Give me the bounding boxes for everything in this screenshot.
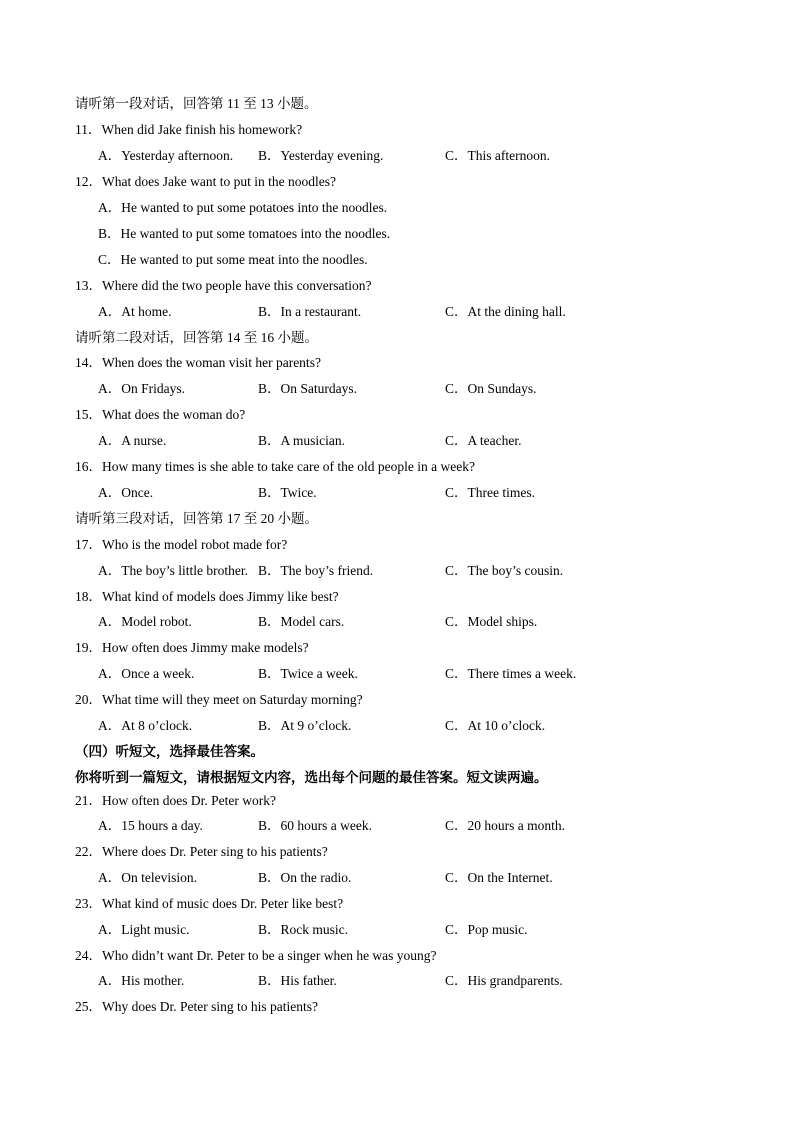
option-a: A．At 8 o’clock. [98,718,193,733]
section-2-intro: 请听第二段对话，回答第 14 至 16 小题。 [75,330,318,345]
option-c: C．On the Internet. [445,870,553,885]
option-b: B．His father. [258,973,337,988]
option-b: B．Yesterday evening. [258,148,384,163]
option-b: B．The boy’s friend. [258,563,374,578]
question-22: 22．Where does Dr. Peter sing to his patients? [75,844,328,859]
option-a: A．Once a week. [98,666,195,681]
question-24: 24．Who didn’t want Dr. Peter to be a singer when he was young? [75,948,437,963]
question-21: 21．How often does Dr. Peter work? [75,793,276,808]
option-a: A．Model robot. [98,614,192,629]
question-24-options [0,971,800,991]
option-b: B．In a restaurant. [258,304,362,319]
option-c: C．At 10 o’clock. [445,718,546,733]
option-c: C．There times a week. [445,666,577,681]
question-12: 12．What does Jake want to put in the noodles? [75,174,336,189]
question-14: 14．When does the woman visit her parents? [75,355,321,370]
option-a: A．A nurse. [98,433,167,448]
question-19: 19．How often does Jimmy make models? [75,640,309,655]
option-c: C．Pop music. [445,922,528,937]
option-b: B．Twice a week. [258,666,358,681]
question-18-options [0,612,800,632]
option-c: C．Model ships. [445,614,538,629]
option-b: B．A musician. [258,433,345,448]
option-c: C．Three times. [445,485,535,500]
option-c: C．He wanted to put some meat into the noodles. [98,252,368,267]
question-20-options [0,716,800,736]
option-c: C．On Sundays. [445,381,537,396]
question-21-options [0,816,800,836]
option-b: B．Rock music. [258,922,348,937]
question-20: 20．What time will they meet on Saturday morning? [75,692,363,707]
question-15: 15．What does the woman do? [75,407,246,422]
part-4-title: （四）听短文，选择最佳答案。 [75,744,264,759]
option-b: B．At 9 o’clock. [258,718,352,733]
question-17: 17．Who is the model robot made for? [75,537,288,552]
question-25: 25．Why does Dr. Peter sing to his patients? [75,999,318,1014]
option-b: B．On the radio. [258,870,352,885]
option-c: C．This afternoon. [445,148,550,163]
option-b: B．On Saturdays. [258,381,357,396]
option-a: A．On Fridays. [98,381,185,396]
option-a: A．Yesterday afternoon. [98,148,234,163]
question-18: 18．What kind of models does Jimmy like best? [75,589,339,604]
part-4-instructions: 你将听到一篇短文，请根据短文内容，选出每个问题的最佳答案。短文读两遍。 [75,770,548,785]
question-22-options [0,868,800,888]
question-23: 23．What kind of music does Dr. Peter like best? [75,896,344,911]
option-a: A．He wanted to put some potatoes into the noodles. [98,200,388,215]
option-a: A．Once. [98,485,154,500]
option-c: C．The boy’s cousin. [445,563,564,578]
question-14-options [0,379,800,399]
option-b: B．Twice. [258,485,317,500]
option-a: A．Light music. [98,922,190,937]
section-1-intro: 请听第一段对话，回答第 11 至 13 小题。 [75,96,318,111]
question-15-options [0,431,800,451]
option-b: B．He wanted to put some tomatoes into the noodles. [98,226,391,241]
question-17-options [0,561,800,581]
question-13-options [0,302,800,322]
option-a: A．At home. [98,304,172,319]
option-c: C．His grandparents. [445,973,563,988]
option-c: C．A teacher. [445,433,522,448]
question-16-options [0,483,800,503]
question-11-options [0,146,800,166]
question-13: 13．Where did the two people have this conversation? [75,278,372,293]
option-a: A．On television. [98,870,197,885]
option-c: C．20 hours a month. [445,818,565,833]
option-a: A．The boy’s little brother. [98,563,248,578]
question-19-options [0,664,800,684]
option-b: B．60 hours a week. [258,818,372,833]
option-a: A．His mother. [98,973,185,988]
option-b: B．Model cars. [258,614,345,629]
option-c: C．At the dining hall. [445,304,566,319]
question-16: 16．How many times is she able to take care of the old people in a week? [75,459,475,474]
option-a: A．15 hours a day. [98,818,203,833]
question-11: 11．When did Jake finish his homework? [75,122,303,137]
section-3-intro: 请听第三段对话，回答第 17 至 20 小题。 [75,511,318,526]
question-23-options [0,920,800,940]
